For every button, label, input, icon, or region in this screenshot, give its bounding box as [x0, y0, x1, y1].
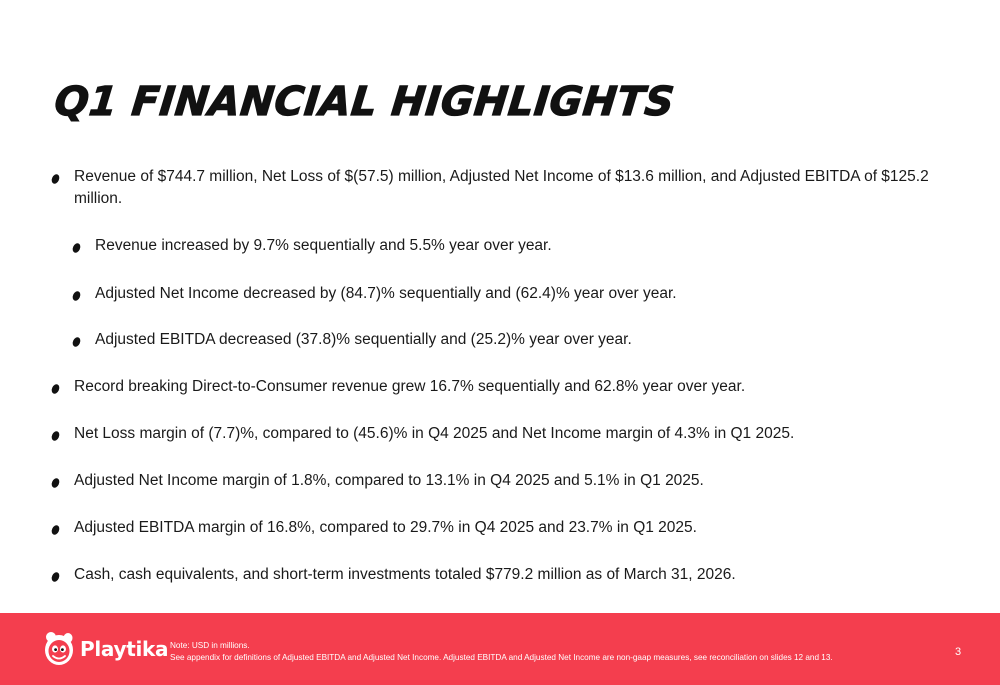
bullet-icon	[50, 524, 61, 536]
sub-bullet-item	[52, 329, 932, 351]
footer-bar	[0, 613, 1000, 685]
bullet-icon	[71, 336, 82, 348]
bullet-icon	[50, 173, 61, 185]
bullet-icon	[50, 383, 61, 395]
bullet-icon	[71, 242, 82, 254]
bullet-text: Adjusted EBITDA decreased (37.8)% sequentially and (25.2)% year over year.	[95, 331, 632, 348]
playtika-mascot-icon	[42, 630, 76, 668]
bullet-text: Net Loss margin of (7.7)%, compared to (45.6)% in Q4 2025 and Net Income margin of 4.3% in Q1 2025.	[74, 425, 795, 442]
bullet-icon	[71, 290, 82, 302]
bullet-text: Adjusted EBITDA margin of 16.8%, compared to 29.7% in Q4 2025 and 23.7% in Q1 2025.	[74, 519, 697, 536]
bullet-text: Adjusted Net Income decreased by (84.7)% sequentially and (62.4)% year over year.	[95, 285, 677, 302]
bullet-text: Adjusted Net Income margin of 1.8%, compared to 13.1% in Q4 2025 and 5.1% in Q1 2025.	[74, 472, 704, 489]
bullet-icon	[50, 571, 61, 583]
bullet-text: Cash, cash equivalents, and short-term investments totaled $779.2 million as of March 31, 2026.	[74, 566, 736, 583]
playtika-logo	[42, 630, 168, 668]
bullet-text: Revenue of $744.7 million, Net Loss of $(57.5) million, Adjusted Net Income of $13.6 million, and Adjusted EBITDA of $125.2 million.	[74, 168, 929, 207]
page-number: 3	[955, 646, 962, 658]
bullet-item	[52, 564, 932, 586]
bullet-item	[52, 423, 932, 445]
bullet-icon	[50, 477, 61, 489]
bullet-item	[52, 376, 932, 398]
bullet-item	[52, 166, 932, 212]
bullet-item	[52, 517, 932, 539]
bullet-text: Revenue increased by 9.7% sequentially and 5.5% year over year.	[95, 237, 552, 254]
bullet-text: Record breaking Direct-to-Consumer revenue grew 16.7% sequentially and 62.8% year over year.	[74, 378, 746, 395]
slide-title: Q1 FINANCIAL HIGHLIGHTS	[52, 79, 677, 125]
footnote-line-1: Note: USD in millions.	[170, 641, 250, 650]
bullet-list	[52, 166, 932, 586]
bullet-item	[52, 470, 932, 492]
brand-name: Playtika	[80, 637, 169, 661]
bullet-icon	[50, 430, 61, 442]
sub-bullet-item	[52, 283, 932, 305]
sub-bullet-item	[52, 235, 932, 257]
footnote-line-2: See appendix for definitions of Adjusted EBITDA and Adjusted Net Income. Adjusted EBITDA and Adjusted Net Income are non-gaap measures, see reconciliation on slides 12 and 13.	[170, 653, 833, 662]
footnote	[170, 640, 833, 664]
